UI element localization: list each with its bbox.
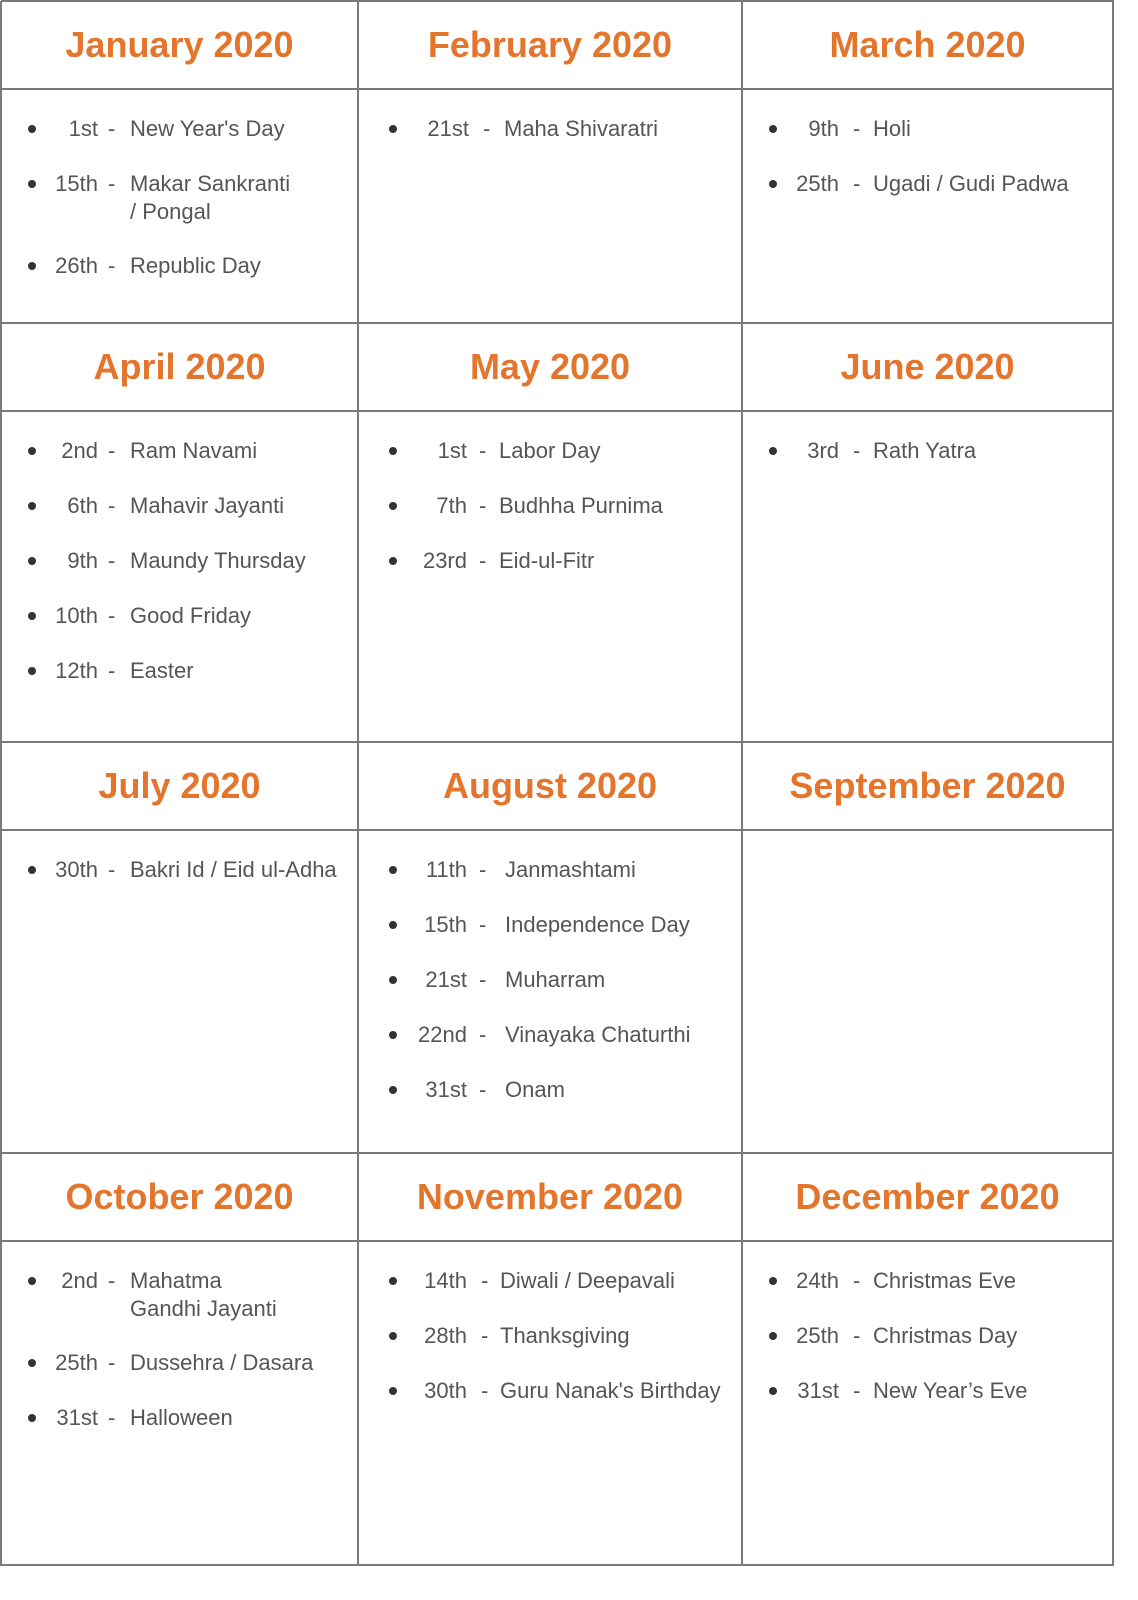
holiday-item xyxy=(359,492,741,520)
bullet-dot-icon xyxy=(28,1277,36,1285)
holiday-separator: - xyxy=(479,438,487,463)
holiday-name: Mahavir Jayanti xyxy=(130,493,285,518)
bullet-dot-icon xyxy=(389,557,397,565)
bullet-dot-icon xyxy=(389,1031,397,1039)
month-title: May 2020 xyxy=(469,346,631,387)
holiday-item xyxy=(2,252,357,280)
holiday-name: Guru Nanak's Birthday xyxy=(500,1378,721,1403)
bullet-dot-icon xyxy=(769,125,777,133)
holiday-item xyxy=(359,856,741,884)
holiday-date: 25th xyxy=(796,1323,839,1348)
bullet-dot-icon xyxy=(769,447,777,455)
holiday-name: Independence Day xyxy=(505,912,690,937)
holiday-date: 25th xyxy=(55,1350,98,1375)
holiday-date: 15th xyxy=(55,171,98,196)
holiday-date: 2nd xyxy=(61,438,98,463)
bullet-dot-icon xyxy=(28,447,36,455)
holiday-separator: - xyxy=(481,1268,489,1293)
holiday-date: 9th xyxy=(67,548,98,573)
bullet-dot-icon xyxy=(389,502,397,510)
month-title: August 2020 xyxy=(442,765,658,806)
holiday-separator: - xyxy=(853,1323,861,1348)
holiday-item xyxy=(2,1349,357,1377)
holiday-separator: - xyxy=(479,493,487,518)
holiday-item xyxy=(359,1377,741,1405)
holiday-date: 1st xyxy=(68,116,98,141)
month-title: June 2020 xyxy=(840,346,1015,387)
holiday-date: 22nd xyxy=(418,1022,467,1047)
holiday-name: Rath Yatra xyxy=(873,438,977,463)
month-cell xyxy=(743,742,1112,1153)
holiday-separator: - xyxy=(108,603,116,628)
month-cell xyxy=(359,1153,741,1565)
holiday-item xyxy=(2,1267,357,1323)
holiday-separator: - xyxy=(108,1350,116,1375)
month-cell xyxy=(2,1,357,323)
holiday-item xyxy=(2,1404,357,1432)
holiday-date: 7th xyxy=(436,493,467,518)
holiday-date: 12th xyxy=(55,658,98,683)
holiday-item xyxy=(743,115,1112,143)
holiday-date: 1st xyxy=(437,438,467,463)
month-title: April 2020 xyxy=(93,346,266,387)
holiday-date: 30th xyxy=(424,1378,467,1403)
holiday-item xyxy=(2,170,357,226)
month-title: February 2020 xyxy=(427,24,673,65)
holiday-item xyxy=(2,492,357,520)
holiday-date: 28th xyxy=(424,1323,467,1348)
holiday-name: Janmashtami xyxy=(505,857,636,882)
holiday-item xyxy=(359,1076,741,1104)
month-title: November 2020 xyxy=(416,1176,684,1217)
bullet-dot-icon xyxy=(28,1359,36,1367)
holiday-separator: - xyxy=(479,548,487,573)
bullet-dot-icon xyxy=(28,262,36,270)
holiday-name-continued: Gandhi Jayanti xyxy=(130,1296,277,1321)
bullet-dot-icon xyxy=(389,447,397,455)
holiday-date: 21st xyxy=(427,116,469,141)
month-title: December 2020 xyxy=(795,1176,1060,1217)
month-cell xyxy=(743,1,1112,323)
holiday-name: New Year’s Eve xyxy=(873,1378,1028,1403)
bullet-dot-icon xyxy=(28,612,36,620)
holiday-separator: - xyxy=(481,1323,489,1348)
bullet-dot-icon xyxy=(28,125,36,133)
holiday-item xyxy=(359,1267,741,1295)
holiday-separator: - xyxy=(853,116,861,141)
holiday-name: New Year's Day xyxy=(130,116,285,141)
holiday-name: Thanksgiving xyxy=(500,1323,630,1348)
bullet-dot-icon xyxy=(389,125,397,133)
month-cell xyxy=(2,742,357,1153)
holiday-name: Maha Shivaratri xyxy=(504,116,659,141)
bullet-dot-icon xyxy=(389,1086,397,1094)
month-cell xyxy=(2,1153,357,1565)
bullet-dot-icon xyxy=(28,557,36,565)
bullet-dot-icon xyxy=(28,1414,36,1422)
bullet-dot-icon xyxy=(769,1332,777,1340)
holiday-date: 31st xyxy=(425,1077,467,1102)
holiday-date: 9th xyxy=(808,116,839,141)
holiday-item xyxy=(743,170,1112,198)
holiday-date: 25th xyxy=(796,171,839,196)
month-cell xyxy=(359,323,741,742)
holiday-date: 10th xyxy=(55,603,98,628)
holiday-date: 15th xyxy=(424,912,467,937)
holiday-item xyxy=(2,547,357,575)
holiday-date: 6th xyxy=(67,493,98,518)
bullet-dot-icon xyxy=(389,1277,397,1285)
holiday-separator: - xyxy=(483,116,491,141)
holiday-date: 26th xyxy=(55,253,98,278)
holiday-name: Republic Day xyxy=(130,253,261,278)
holiday-separator: - xyxy=(108,253,116,278)
holiday-date: 31st xyxy=(797,1378,839,1403)
holiday-separator: - xyxy=(108,857,116,882)
holiday-separator: - xyxy=(853,1378,861,1403)
bullet-dot-icon xyxy=(389,1332,397,1340)
holiday-separator: - xyxy=(479,857,487,882)
holiday-item xyxy=(2,657,357,685)
holiday-item xyxy=(743,1267,1112,1295)
holiday-name: Makar Sankranti xyxy=(130,171,291,196)
holiday-name: Halloween xyxy=(130,1405,233,1430)
bullet-dot-icon xyxy=(389,921,397,929)
holiday-separator: - xyxy=(108,1405,116,1430)
holiday-name: Christmas Day xyxy=(873,1323,1018,1348)
holiday-date: 3rd xyxy=(807,438,839,463)
holiday-separator: - xyxy=(108,171,116,196)
holiday-item xyxy=(359,437,741,465)
holiday-separator: - xyxy=(108,493,116,518)
holiday-separator: - xyxy=(853,1268,861,1293)
month-title: July 2020 xyxy=(98,765,261,806)
holiday-name: Maundy Thursday xyxy=(130,548,306,573)
holiday-name: Ugadi / Gudi Padwa xyxy=(873,171,1069,196)
month-title: September 2020 xyxy=(789,765,1066,806)
holiday-item xyxy=(359,115,741,143)
holiday-date: 30th xyxy=(55,857,98,882)
holiday-name: Easter xyxy=(130,658,194,683)
bullet-dot-icon xyxy=(28,180,36,188)
holiday-date: 14th xyxy=(424,1268,467,1293)
holiday-item xyxy=(359,966,741,994)
holiday-separator: - xyxy=(479,1077,487,1102)
bullet-dot-icon xyxy=(28,866,36,874)
holiday-name: Bakri Id / Eid ul-Adha xyxy=(130,857,337,882)
holiday-date: 2nd xyxy=(61,1268,98,1293)
holiday-name: Dussehra / Dasara xyxy=(130,1350,314,1375)
bullet-dot-icon xyxy=(389,976,397,984)
holiday-name: Vinayaka Chaturthi xyxy=(505,1022,691,1047)
holiday-name: Holi xyxy=(873,116,911,141)
holiday-separator: - xyxy=(108,548,116,573)
bullet-dot-icon xyxy=(769,1277,777,1285)
month-cell xyxy=(2,323,357,742)
holiday-separator: - xyxy=(853,438,861,463)
month-cell xyxy=(359,742,741,1153)
month-cell xyxy=(743,323,1112,742)
holiday-separator: - xyxy=(108,438,116,463)
holiday-name: Good Friday xyxy=(130,603,252,628)
bullet-dot-icon xyxy=(389,1387,397,1395)
holiday-name: Labor Day xyxy=(499,438,601,463)
holiday-date: 31st xyxy=(56,1405,98,1430)
holiday-separator: - xyxy=(108,1268,116,1293)
bullet-dot-icon xyxy=(769,180,777,188)
holiday-separator: - xyxy=(479,1022,487,1047)
grid-vertical-line xyxy=(1112,1,1114,1566)
holiday-separator: - xyxy=(108,116,116,141)
holiday-item xyxy=(2,437,357,465)
holiday-item xyxy=(359,911,741,939)
holiday-item xyxy=(359,547,741,575)
holiday-separator: - xyxy=(481,1378,489,1403)
holiday-item xyxy=(2,115,357,143)
holiday-name: Diwali / Deepavali xyxy=(500,1268,675,1293)
holiday-item xyxy=(2,856,357,884)
holiday-separator: - xyxy=(479,967,487,992)
holiday-item xyxy=(359,1021,741,1049)
month-title: January 2020 xyxy=(65,24,294,65)
month-cell xyxy=(359,1,741,323)
holiday-name: Mahatma xyxy=(130,1268,222,1293)
bullet-dot-icon xyxy=(28,502,36,510)
holiday-item xyxy=(2,602,357,630)
bullet-dot-icon xyxy=(769,1387,777,1395)
holiday-date: 21st xyxy=(425,967,467,992)
holiday-date: 24th xyxy=(796,1268,839,1293)
holiday-name-continued: / Pongal xyxy=(130,199,211,224)
holiday-item xyxy=(743,1377,1112,1405)
holiday-item xyxy=(743,1322,1112,1350)
month-cell xyxy=(743,1153,1112,1565)
holiday-date: 11th xyxy=(425,857,467,882)
holiday-name: Muharram xyxy=(505,967,606,992)
bullet-dot-icon xyxy=(389,866,397,874)
month-title: March 2020 xyxy=(829,24,1026,65)
holiday-date: 23rd xyxy=(422,548,467,573)
month-title: October 2020 xyxy=(65,1176,294,1217)
holiday-item xyxy=(359,1322,741,1350)
holiday-name: Ram Navami xyxy=(130,438,258,463)
holiday-name: Budhha Purnima xyxy=(499,493,663,518)
holiday-name: Onam xyxy=(505,1077,565,1102)
holiday-separator: - xyxy=(108,658,116,683)
holiday-item xyxy=(743,437,1112,465)
holiday-separator: - xyxy=(479,912,487,937)
holiday-name: Christmas Eve xyxy=(873,1268,1017,1293)
holiday-separator: - xyxy=(853,171,861,196)
bullet-dot-icon xyxy=(28,667,36,675)
holiday-name: Eid-ul-Fitr xyxy=(499,548,595,573)
